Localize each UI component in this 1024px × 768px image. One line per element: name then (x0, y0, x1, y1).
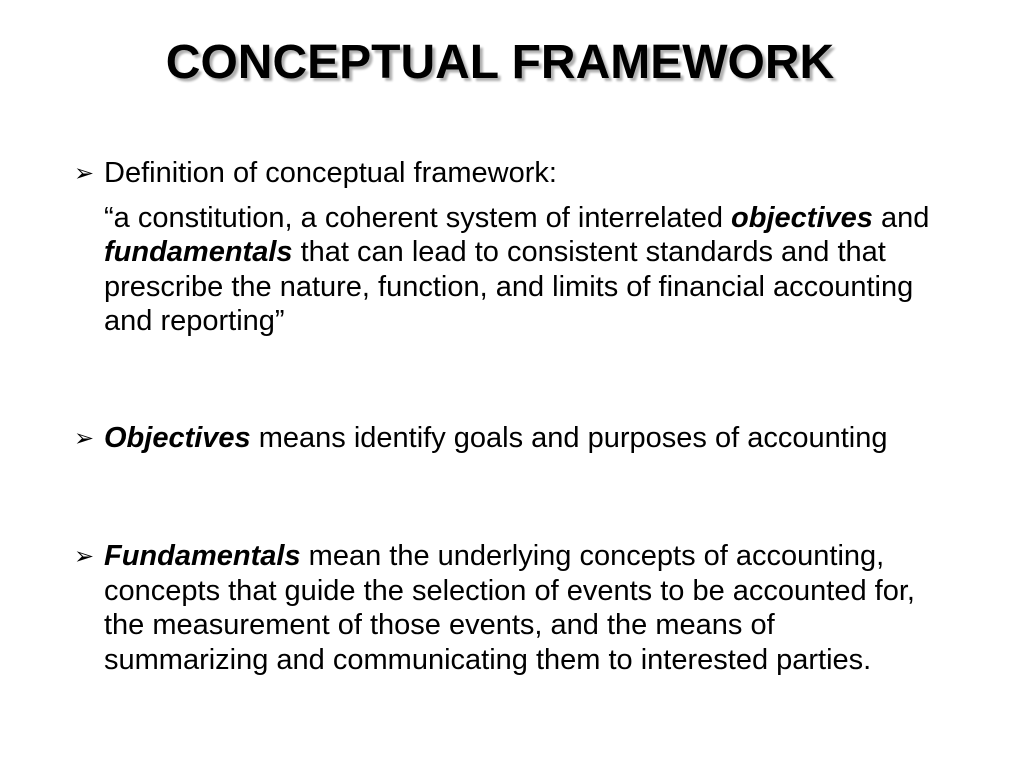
definition-text: means identify goals and purposes of accounting (258, 422, 888, 454)
slide-title: CONCEPTUAL FRAMEWORK (165, 36, 835, 89)
bullet-objectives (74, 421, 934, 457)
quote-text: that can lead to (300, 236, 499, 268)
term-objectives: Objectives (104, 422, 251, 454)
arrow-bullet-icon: ➢ (74, 160, 95, 187)
definition-quote (74, 201, 934, 339)
arrow-bullet-icon: ➢ (74, 425, 95, 452)
term-fundamentals: Fundamentals (104, 540, 301, 572)
bullet-text (104, 421, 934, 456)
definition-text: mean the underlying concepts of accounting, concepts that guide the selection of events to be accounted for, the measurement of those events, and the means of summarizing and communicating them to interested parties. (104, 540, 915, 676)
quote-text: consistent standards and that prescribe the nature, function, and limits of financial accounting and reporting” (104, 236, 914, 337)
quote-term-objectives: objectives (731, 201, 873, 234)
quote-term-fundamentals: fundamentals (104, 236, 293, 268)
arrow-bullet-icon: ➢ (74, 543, 95, 570)
quote-text: “a constitution, a coherent system of interrelated (104, 201, 723, 234)
quote-text: and (880, 201, 930, 234)
bullet-definition (74, 156, 934, 339)
bullet-fundamentals (74, 539, 934, 677)
bullet-text (104, 539, 934, 677)
bullet-lead-text: Definition of conceptual framework: (104, 157, 557, 189)
